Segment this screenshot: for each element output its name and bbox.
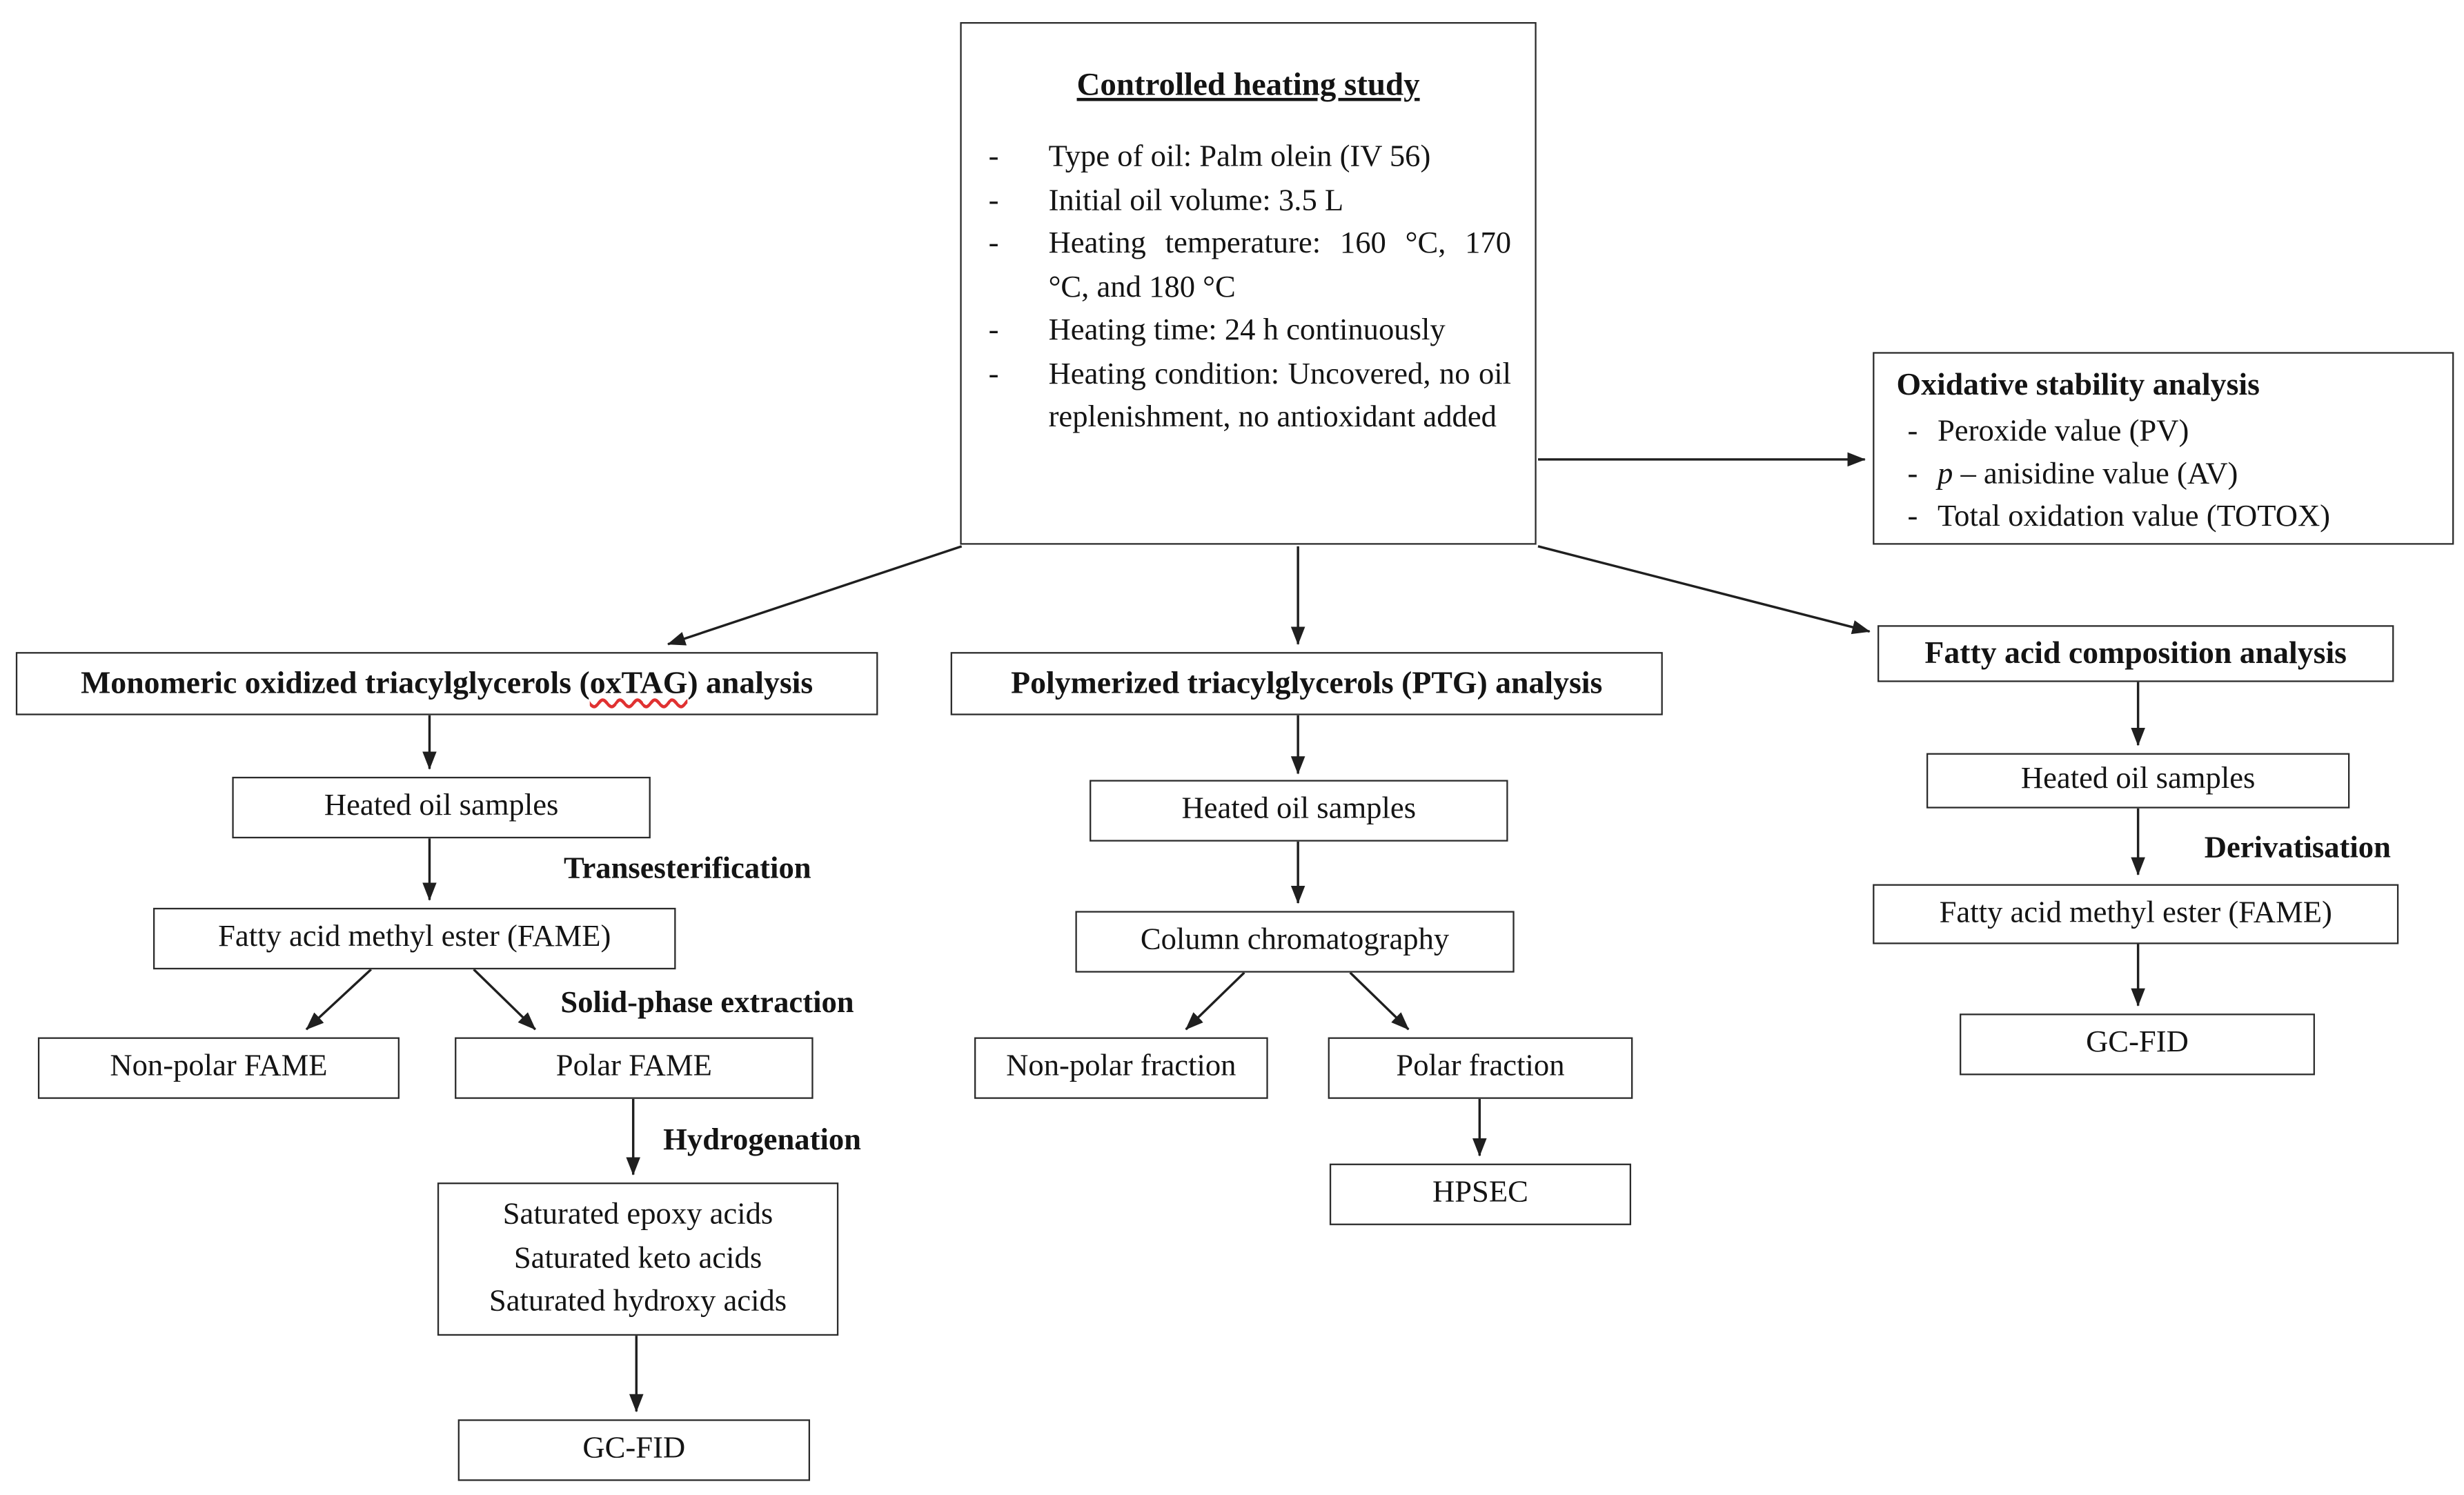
non-polar-fraction-box (974, 1038, 1268, 1099)
heated-oil-samples-box-middle (1090, 780, 1508, 842)
arrow-column-to-nonpolar-fraction (1186, 973, 1245, 1029)
anisidine-p-italic: p (1937, 457, 1953, 491)
arrow-main-to-fatty-acid-title (1538, 546, 1870, 632)
dash-bullet: - (988, 357, 999, 391)
saturated-acids-text (489, 1194, 787, 1325)
solid-phase-extraction-label: Solid-phase extraction (560, 987, 854, 1020)
oxidative-stability-title: Oxidative stability analysis (1896, 368, 2260, 403)
list-item-text (1938, 458, 2238, 491)
polar-fame-box (455, 1038, 813, 1099)
saturated-keto-line: Saturated keto acids (513, 1242, 762, 1276)
main-study-title: Controlled heating study (1076, 68, 1420, 103)
dash-bullet: - (988, 184, 999, 217)
list-item (989, 179, 1511, 223)
saturated-acids-box (437, 1182, 838, 1336)
list-item (989, 223, 1511, 310)
polar-fraction-box (1328, 1038, 1633, 1099)
column-chromatography-label: Column chromatography (1140, 924, 1450, 958)
list-item (989, 136, 1511, 179)
dash-bullet: - (1907, 500, 1918, 534)
non-polar-fame-box (38, 1038, 400, 1099)
column-chromatography-box (1075, 911, 1514, 972)
arrow-fame-to-polar-fame (474, 969, 535, 1029)
hpsec-label: HPSEC (1432, 1176, 1528, 1210)
list-item-text: Initial oil volume: 3.5 L (1048, 184, 1344, 217)
dash-bullet: - (1907, 415, 1918, 448)
arrow-main-to-oxtag-title (668, 546, 962, 644)
transesterification-label: Transesterification (563, 852, 811, 886)
arrow-column-to-polar-fraction (1350, 973, 1409, 1029)
dash-bullet: - (988, 314, 999, 348)
fame-box-right (1873, 884, 2398, 944)
heated-oil-samples-label: Heated oil samples (324, 789, 559, 824)
list-item-text: Total oxidation value (TOTOX) (1937, 500, 2331, 534)
heated-oil-samples-box-left (232, 777, 650, 838)
list-item (989, 353, 1511, 439)
dash-bullet: - (988, 140, 999, 174)
gc-fid-box-left (458, 1419, 810, 1481)
list-item (1896, 453, 2436, 496)
dash-bullet: - (1907, 457, 1918, 491)
derivatisation-label: Derivatisation (2204, 832, 2391, 866)
fame-label: Fatty acid methyl ester (FAME) (218, 920, 611, 954)
fame-box-left (153, 908, 676, 969)
oxtag-spellcheck-word: oxTAG (589, 666, 688, 702)
main-study-list (989, 136, 1511, 440)
polar-fraction-label: Polar fraction (1396, 1050, 1565, 1084)
main-study-box (960, 22, 1536, 544)
non-polar-fame-label: Non-polar FAME (110, 1050, 328, 1084)
non-polar-fraction-label: Non-polar fraction (1006, 1050, 1236, 1084)
ptg-analysis-title-box (951, 652, 1663, 715)
oxidative-stability-box (1873, 352, 2454, 544)
list-item-text: Peroxide value (PV) (1937, 415, 2189, 448)
anisidine-rest: – anisidine value (AV) (1953, 457, 2238, 491)
list-item-text: Heating condition: Uncovered, no oil replenishment, no antioxidant added (1048, 357, 1512, 435)
heated-oil-samples-label: Heated oil samples (2020, 763, 2256, 797)
heated-oil-samples-label: Heated oil samples (1181, 793, 1417, 826)
list-item-text: Type of oil: Palm olein (IV 56) (1048, 140, 1431, 174)
arrow-fame-to-nonpolar-fame (306, 969, 371, 1029)
dash-bullet: - (988, 227, 999, 261)
fatty-acid-composition-title: Fatty acid composition analysis (1924, 636, 2347, 671)
saturated-hydroxy-line: Saturated hydroxy acids (489, 1285, 787, 1319)
fatty-acid-composition-title-box (1877, 625, 2394, 682)
list-item (989, 310, 1511, 353)
heated-oil-samples-box-right (1926, 753, 2349, 809)
gc-fid-label: GC-FID (582, 1432, 686, 1466)
gc-fid-label: GC-FID (2086, 1027, 2189, 1060)
oxtag-analysis-title (81, 664, 813, 702)
gc-fid-box-right (1960, 1013, 2315, 1075)
saturated-epoxy-line: Saturated epoxy acids (502, 1198, 773, 1232)
oxtag-title-post: ) analysis (687, 666, 814, 702)
polar-fame-label: Polar FAME (555, 1050, 712, 1084)
oxtag-title-pre: Monomeric oxidized triacylglycerols ( (81, 666, 590, 702)
hydrogenation-label: Hydrogenation (663, 1124, 861, 1158)
list-item (1896, 496, 2436, 539)
list-item (1896, 410, 2436, 453)
list-item-text: Heating time: 24 h continuously (1048, 314, 1446, 348)
hpsec-box (1330, 1164, 1631, 1225)
fame-label: Fatty acid methyl ester (FAME) (1939, 896, 2332, 930)
oxtag-analysis-title-box (16, 652, 878, 715)
ptg-analysis-title: Polymerized triacylglycerols (PTG) analysis (1011, 666, 1603, 702)
list-item-text: Heating temperature: 160 °C, 170 °C, and 180 °C (1048, 227, 1512, 304)
